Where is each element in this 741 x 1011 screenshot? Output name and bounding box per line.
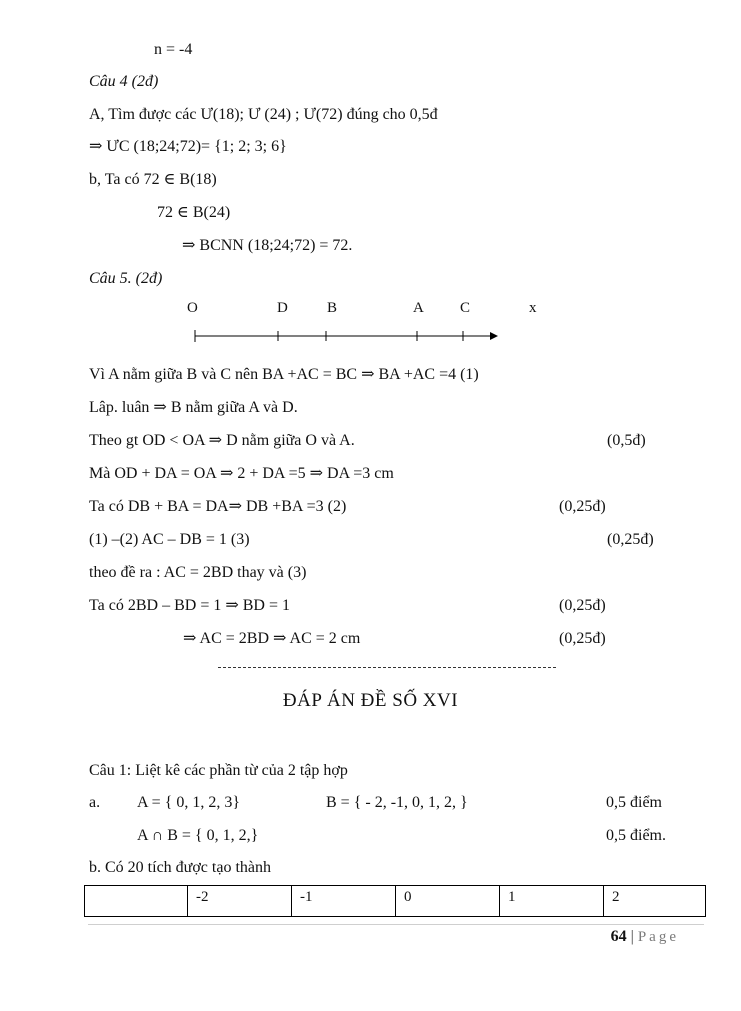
cau4-uc-line: ⇒ ƯC (18;24;72)= {1; 2; 3; 6} bbox=[89, 138, 287, 155]
cau4-b2-line: 72 ∈ B(24) bbox=[157, 204, 231, 221]
table-row bbox=[85, 886, 706, 917]
products-table bbox=[84, 885, 706, 917]
point-label-b: B bbox=[327, 300, 338, 316]
proof-line-9: ⇒ AC = 2BD ⇒ AC = 2 cm bbox=[183, 630, 361, 647]
intersection-line: A ∩ B = { 0, 1, 2,} bbox=[137, 827, 259, 844]
cau4-b-line: b, Ta có 72 ∈ B(18) bbox=[89, 171, 217, 188]
proof-line-4: Mà OD + DA = OA ⇒ 2 + DA =5 ⇒ DA =3 cm bbox=[89, 465, 394, 482]
table-cell: -1 bbox=[292, 886, 396, 917]
point-label-a: A bbox=[413, 300, 424, 316]
set-b: B = { - 2, -1, 0, 1, 2, } bbox=[326, 794, 468, 811]
point-label-x: x bbox=[529, 300, 537, 316]
item-a-label: a. bbox=[89, 794, 101, 811]
page-word: Page bbox=[637, 929, 679, 945]
table-cell: 0 bbox=[396, 886, 500, 917]
score-intersection: 0,5 điểm. bbox=[606, 827, 666, 844]
section-divider bbox=[218, 667, 556, 668]
proof-line-3: Theo gt OD < OA ⇒ D nằm giữa O và A. bbox=[89, 432, 355, 449]
proof-line-5: Ta có DB + BA = DA⇒ DB +BA =3 (2) bbox=[89, 498, 347, 515]
point-label-d: D bbox=[277, 300, 288, 316]
score-line-5: (0,25đ) bbox=[559, 498, 606, 515]
score-line-3: (0,5đ) bbox=[607, 432, 646, 449]
cau4-a-line: A, Tìm được các Ư(18); Ư (24) ; Ư(72) đúng cho 0,5đ bbox=[89, 106, 438, 123]
footer-separator: | bbox=[630, 928, 634, 945]
section-title: ĐÁP ÁN ĐỀ SỐ XVI bbox=[282, 690, 459, 711]
score-line-6: (0,25đ) bbox=[607, 531, 654, 548]
item-b-line: b. Có 20 tích được tạo thành bbox=[89, 859, 271, 876]
proof-line-2: Lâp. luân ⇒ B nằm giữa A và D. bbox=[89, 399, 298, 416]
page-footer bbox=[611, 928, 679, 946]
table-cell bbox=[85, 886, 188, 917]
score-line-9: (0,25đ) bbox=[559, 630, 606, 647]
proof-line-8: Ta có 2BD – BD = 1 ⇒ BD = 1 bbox=[89, 597, 290, 614]
ray-ox-drawing bbox=[190, 328, 500, 344]
table-cell: -2 bbox=[188, 886, 292, 917]
cau4-heading: Câu 4 (2đ) bbox=[89, 73, 159, 90]
proof-line-7: theo đề ra : AC = 2BD thay và (3) bbox=[89, 564, 307, 581]
n-value-line: n = -4 bbox=[154, 41, 193, 58]
cau1-heading: Câu 1: Liệt kê các phần từ của 2 tập hợp bbox=[89, 762, 348, 779]
table-cell: 1 bbox=[500, 886, 604, 917]
page-number: 64 bbox=[610, 928, 627, 945]
point-label-c: C bbox=[460, 300, 471, 316]
table-cell: 2 bbox=[604, 886, 706, 917]
score-set-listing: 0,5 điểm bbox=[606, 794, 662, 811]
footer-rule bbox=[88, 924, 704, 925]
set-a: A = { 0, 1, 2, 3} bbox=[137, 794, 241, 811]
point-label-o: O bbox=[187, 300, 198, 316]
proof-line-6: (1) –(2) AC – DB = 1 (3) bbox=[89, 531, 250, 548]
cau5-heading: Câu 5. (2đ) bbox=[89, 270, 163, 287]
score-line-8: (0,25đ) bbox=[559, 597, 606, 614]
arrow-head-icon bbox=[490, 332, 498, 340]
proof-line-1: Vì A nằm giữa B và C nên BA +AC = BC ⇒ BA +AC =4 (1) bbox=[89, 366, 479, 383]
cau4-bcnn-line: ⇒ BCNN (18;24;72) = 72. bbox=[182, 237, 353, 254]
